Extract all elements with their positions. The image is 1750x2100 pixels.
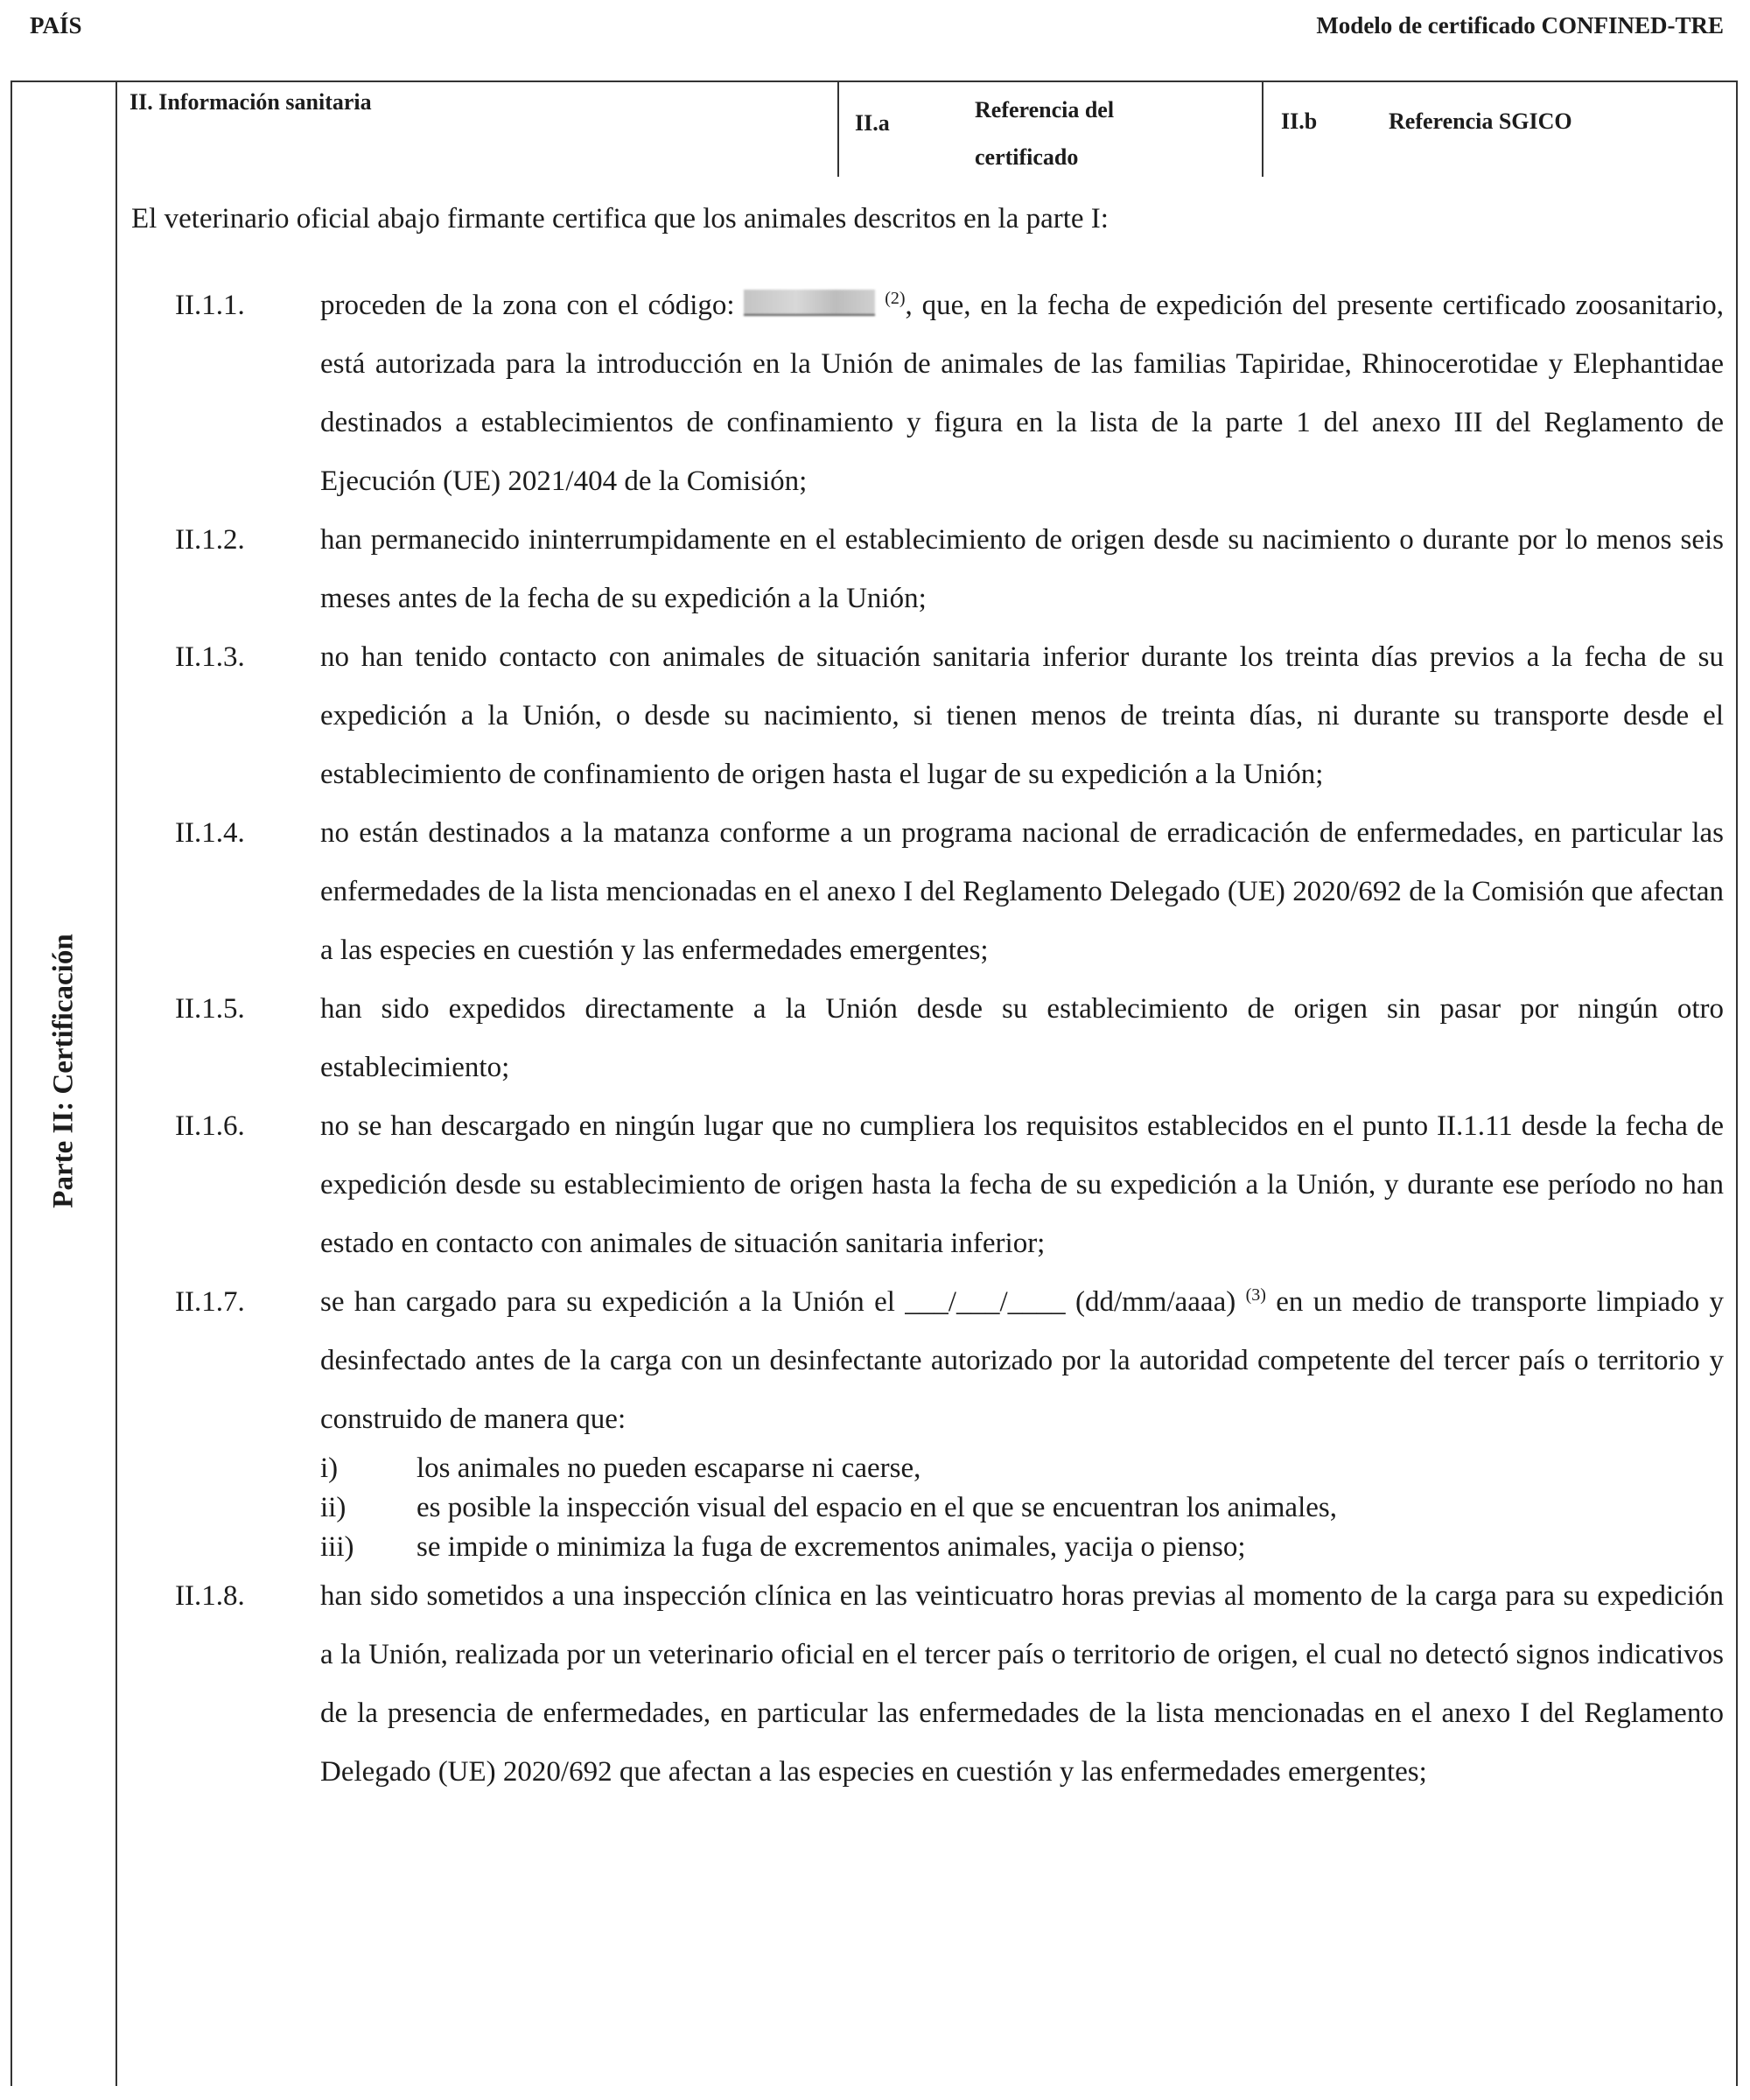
sub-number: ii) <box>320 1492 346 1523</box>
reference-b-label: Referencia SGICO <box>1389 108 1572 134</box>
footnote-ref: (2) <box>885 289 906 308</box>
item-text <box>320 1273 1724 1449</box>
sub-text: se impide o minimiza la fuga de excrementos animales, yacija o pienso; <box>416 1531 1246 1563</box>
item-text: han permanecido ininterrumpidamente en el establecimiento de origen desde su nacimiento o durante por lo menos seis meses antes de la fecha de su expedición a la Unión; <box>320 524 1724 614</box>
sub-list <box>320 1449 1724 1567</box>
sub-number: i) <box>320 1452 339 1484</box>
info-title-cell <box>116 82 839 177</box>
sub-item <box>320 1488 1724 1528</box>
item-text: no se han descargado en ningún lugar que no cumpliera los requisitos establecidos en el punto II.1.11 desde la fecha de expedición desde su establecimiento de origen hasta la fecha de su expedición a la Unión, y durante ese período no han estado en contacto con animales de situación sanitaria inferior; <box>320 1110 1724 1259</box>
intro-text: El veterinario oficial abajo firmante certifica que los animales descritos en la parte I: <box>131 203 1109 234</box>
item-II.1.8 <box>175 1567 1724 1802</box>
item-II.1.1 <box>175 276 1724 511</box>
reference-a-label: Referencia del certificado <box>975 97 1115 170</box>
item-text-part: en un medio de transporte limpiado y desinfectado antes de la carga con un desinfectante autorizado por la autoridad competente del tercer país o territorio y construido de manera que: <box>320 1286 1724 1435</box>
footnote-ref: (3) <box>1245 1285 1266 1305</box>
sub-text: los animales no pueden escaparse ni caerse, <box>416 1452 921 1484</box>
reference-b-code: II.b <box>1281 108 1318 134</box>
item-number: II.1.6. <box>175 1110 245 1142</box>
item-II.1.5 <box>175 980 1724 1097</box>
item-text-part: proceden de la zona con el código: <box>320 290 745 321</box>
country-label: PAÍS <box>30 12 82 38</box>
item-number: II.1.2. <box>175 524 245 556</box>
item-II.1.7 <box>175 1273 1724 1567</box>
reference-a-code: II.a <box>855 110 890 136</box>
item-text: han sido expedidos directamente a la Unión desde su establecimiento de origen sin pasar por ningún otro establecimiento; <box>320 993 1724 1083</box>
item-number: II.1.1. <box>175 290 245 321</box>
item-text: no están destinados a la matanza conforme a un programa nacional de erradicación de enfermedades, en particular las enfermedades de la lista mencionadas en el anexo I del Reglamento Delegado (UE) 2020/692 de la Comisión que afectan a las especies en cuestión y las enfermedades emergentes; <box>320 817 1724 966</box>
info-title: II. Información sanitaria <box>130 89 372 115</box>
item-text: no han tenido contacto con animales de situación sanitaria inferior durante los treinta días previos a la fecha de su expedición a la Unión, o desde su nacimiento, si tienen menos de treinta días, ni durante su transporte desde el establecimiento de confinamiento de origen hasta el lugar de su expedición a la Unión; <box>320 641 1724 790</box>
item-number: II.1.4. <box>175 817 245 849</box>
side-label: Parte II: Certificación <box>47 934 80 1208</box>
sub-number: iii) <box>320 1531 354 1563</box>
info-row <box>116 82 1736 178</box>
certificate-model: Modelo de certificado CONFINED-TRE <box>1316 12 1724 38</box>
certification-items <box>175 276 1724 1802</box>
item-text-part: se han cargado para su expedición a la Unión el ___/___/____ (dd/mm/aaaa) <box>320 1286 1246 1318</box>
item-text: han sido sometidos a una inspección clínica en las veinticuatro horas previas al momento de la carga para su expedición a la Unión, realizada por un veterinario oficial en el tercer país o territorio de origen, el cual no detectó signos indicativos de la presencia de enfermedades, en particular las enfermedades de la lista mencionadas en el anexo I del Reglamento Delegado (UE) 2020/692 que afectan a las especies en cuestión y las enfermedades emergentes; <box>320 1580 1724 1788</box>
item-number: II.1.8. <box>175 1580 245 1612</box>
sub-item <box>320 1449 1724 1488</box>
sub-text: es posible la inspección visual del espacio en el que se encuentran los animales, <box>416 1492 1337 1523</box>
reference-b-cell <box>1262 82 1734 177</box>
sub-item <box>320 1528 1724 1567</box>
item-II.1.6 <box>175 1097 1724 1273</box>
item-text <box>320 276 1724 511</box>
item-II.1.3 <box>175 628 1724 804</box>
item-number: II.1.3. <box>175 641 245 673</box>
item-II.1.2 <box>175 511 1724 628</box>
reference-a-cell <box>837 82 1264 177</box>
item-text-part: , que, en la fecha de expedición del presente certificado zoosanitario, está autorizada para la introducción en la Unión de animales de las familias Tapiridae, Rhinocerotidae y Elephantidae destinados a establecimientos de confinamiento y figura en la lista de la parte 1 del anexo III del Reglamento de Ejecución (UE) 2021/404 de la Comisión; <box>320 290 1725 497</box>
item-II.1.4 <box>175 804 1724 980</box>
side-column <box>12 82 117 2086</box>
redacted-zone-code <box>744 290 875 316</box>
item-number: II.1.7. <box>175 1286 245 1318</box>
item-number: II.1.5. <box>175 993 245 1025</box>
